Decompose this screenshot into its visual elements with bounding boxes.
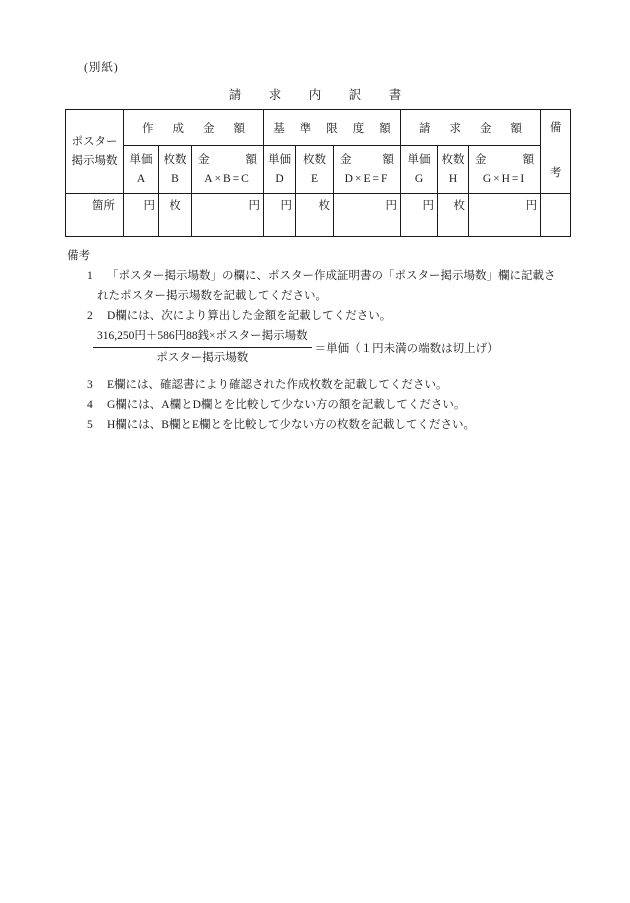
subheader-amount-f: 金 額 D×E=F [334,146,401,194]
group-header-standard-limit: 基準限度額 [264,110,401,146]
group-header-billing-amount: 請求金額 [401,110,541,146]
entry-cell-e [296,194,334,237]
unit-yen: 円 [280,200,293,212]
note-number: 1 [87,270,93,282]
subheader-unit-price-d: 単価 D [264,146,296,194]
subheader-count-e: 枚数 E [296,146,334,194]
attachment-label: (別紙) [84,62,119,74]
entry-cell-g [401,194,438,237]
unit-sheets: 枚 [169,200,181,212]
entry-cell-f [334,194,401,237]
unit-yen: 円 [248,200,261,212]
group-header-creation-amount: 作成金額 [124,110,264,146]
formula-fraction [93,329,312,366]
remarks-char-bottom: 考 [549,167,562,179]
note-text: D欄には、次により算出した金額を記載してください。 [107,310,392,322]
note-text: G欄には、A欄とD欄とを比較して少ない方の額を記載してください。 [107,399,466,411]
unit-sheets: 枚 [453,200,466,212]
poster-sites-label-line1: ポスター [71,135,118,148]
remarks-char-top: 備 [549,122,562,134]
fraction-denominator: ポスター掲示場数 [156,352,249,364]
poster-sites-header [66,110,124,194]
document-title [0,85,630,103]
unit-price-formula [93,329,630,366]
note-item-5 [87,415,562,435]
unit-yen: 円 [143,200,155,212]
note-item-2 [87,306,562,326]
fraction-numerator: 316,250円＋586円88銭×ポスター掲示場数 [93,329,312,348]
note-text: E欄には、確認書により確認された作成枚数を記載してください。 [107,379,448,391]
formula-result: ＝単価（１円未満の端数は切上げ） [314,342,499,355]
notes-section [0,246,630,435]
subheader-unit-price-g: 単価 G [401,146,438,194]
notes-heading: 備考 [67,250,90,262]
entry-cell-i [469,194,541,237]
note-item-4 [87,395,562,415]
entry-cell-d [264,194,296,237]
poster-sites-label-line2: 掲示場数 [71,154,118,167]
document-title-text: 請求内訳書 [228,88,429,102]
unit-yen: 円 [385,200,398,212]
subheader-count-h: 枚数 H [438,146,469,194]
note-item-1 [87,266,562,306]
unit-kasho: 箇所 [92,200,115,212]
note-number: 5 [87,419,93,431]
billing-breakdown-table [65,109,571,237]
poster-sites-entry-cell [66,194,124,237]
entry-cell-c [192,194,264,237]
note-number: 3 [87,379,93,391]
subheader-unit-price-a: 単価 A [124,146,159,194]
subheader-count-b: 枚数 B [159,146,192,194]
subheader-amount-c: 金 額 A×B=C [192,146,264,194]
entry-cell-b [159,194,192,237]
note-number: 4 [87,399,93,411]
unit-yen: 円 [525,200,538,212]
unit-sheets: 枚 [318,200,331,212]
unit-yen: 円 [422,200,435,212]
subheader-amount-i: 金 額 G×H=I [469,146,541,194]
note-text: H欄には、B欄とE欄とを比較して少ない方の枚数を記載してください。 [107,419,475,431]
note-text: 「ポスター掲示場数」の欄に、ポスター作成証明書の「ポスター掲示場数」欄に記載されたポスター掲示場数を記載してください。 [97,270,556,302]
note-number: 2 [87,310,93,322]
entry-cell-a [124,194,159,237]
remarks-header [541,110,571,194]
entry-cell-h [438,194,469,237]
note-item-3 [87,375,562,395]
remarks-entry-cell [541,194,571,237]
